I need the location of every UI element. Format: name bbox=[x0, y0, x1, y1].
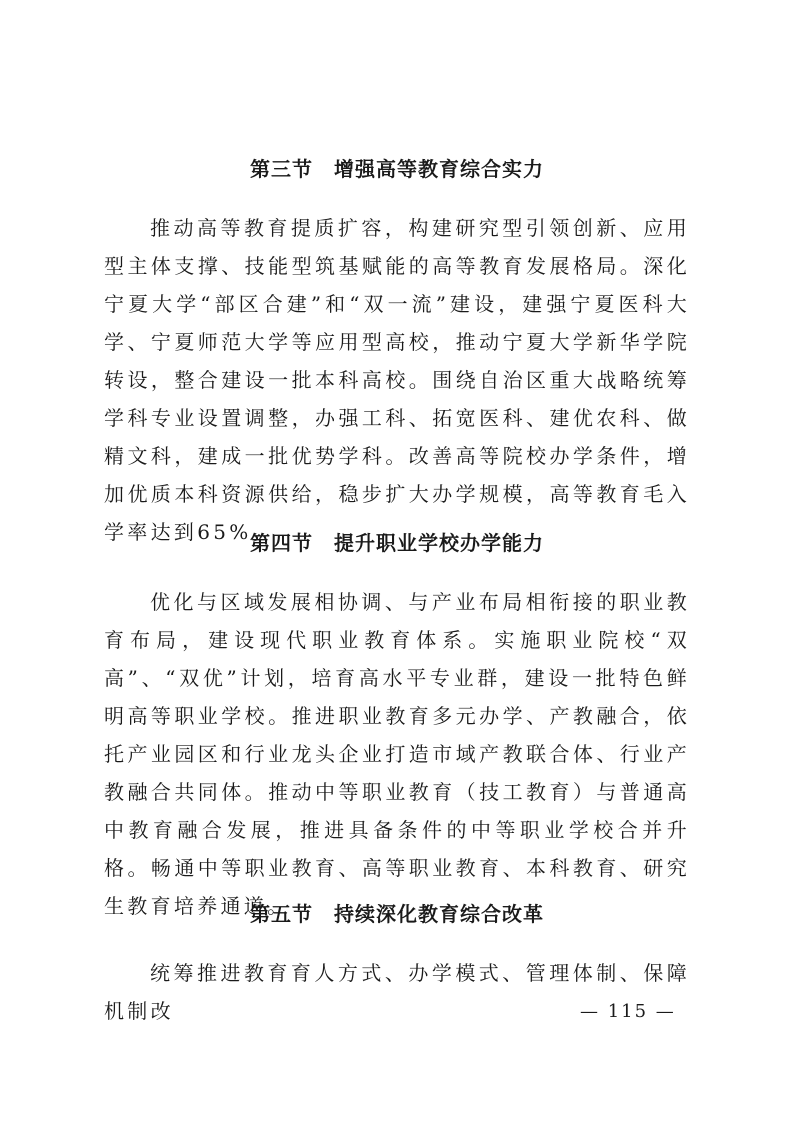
page-number: — 115 — bbox=[580, 1001, 676, 1022]
section-heading-5: 第五节 持续深化教育综合改革 bbox=[250, 902, 544, 926]
section-3-paragraph: 推动高等教育提质扩容，构建研究型引领创新、应用型主体支撑、技能型筑基赋能的高等教育发展格局。深化宁夏大学“部区合建”和“双一流”建设，建强宁夏医科大学、宁夏师范大学等应用型高校，推动宁夏大学新华学院转设，整合建设一批本科高校。围绕自治区重大战略统筹学科专业设置调整，办强工科、拓宽医科、建优农科、做精文科，建成一批优势学科。改善高等院校办学条件，增加优质本科资源供给，稳步扩大办学规模，高等教育毛入学率达到65%。 bbox=[104, 216, 690, 544]
section-4-paragraph: 优化与区域发展相协调、与产业布局相衔接的职业教育布局，建设现代职业教育体系。实施职业院校“双高”、“双优”计划，培育高水平专业群，建设一批特色鲜明高等职业学校。推进职业教育多元办学、产教融合，依托产业园区和行业龙头企业打造市域产教联合体、行业产教融合共同体。推动中等职业教育（技工教育）与普通高中教育融合发展，推进具备条件的中等职业学校合并升格。畅通中等职业教育、高等职业教育、本科教育、研究生教育培养通道。 bbox=[104, 590, 690, 918]
section-heading-4: 第四节 提升职业学校办学能力 bbox=[250, 531, 544, 555]
section-heading-3: 第三节 增强高等教育综合实力 bbox=[250, 157, 544, 181]
section-5-paragraph: 统筹推进教育育人方式、办学模式、管理体制、保障机制改 bbox=[104, 961, 690, 1023]
